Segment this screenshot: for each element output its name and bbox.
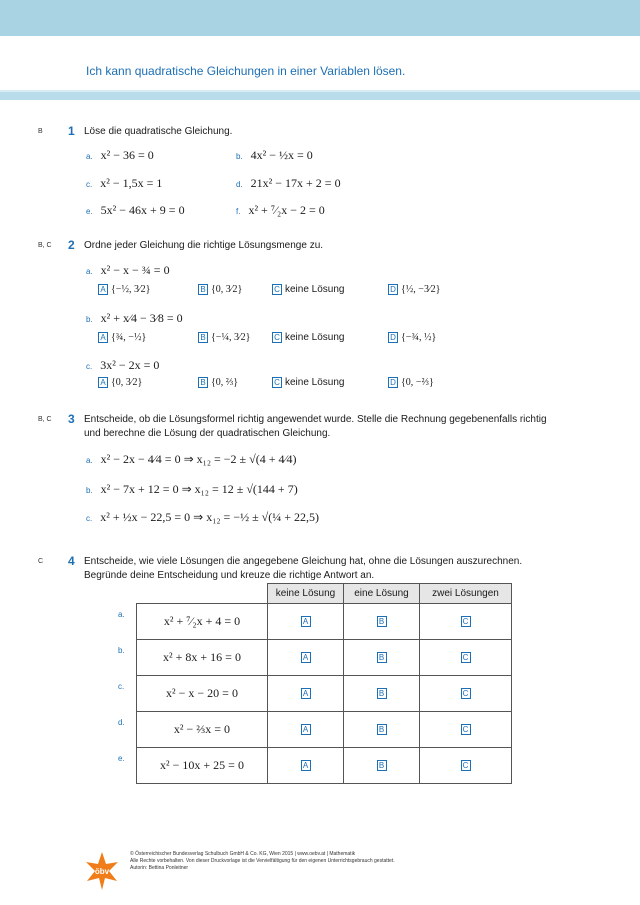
option-box: D [388,377,398,388]
task3-item-b [86,482,298,497]
task4-number: 4 [68,554,75,568]
option-value: {−¾, ½} [401,332,437,343]
checkbox-a[interactable]: A [301,616,311,627]
option-box: A [98,332,108,343]
table-row [137,748,512,784]
option-value: {0, ⅔} [211,377,239,388]
task1-instruction: Löse die quadratische Gleichung. [84,126,233,137]
option-box: D [388,332,398,343]
checkbox-c[interactable]: C [461,760,471,771]
task1-tag: B [38,128,43,135]
task3-item-c [86,510,319,525]
option-value: {0, −⅔} [401,377,434,388]
row-label-b: b. [118,646,125,655]
row-label-e: e. [118,754,125,763]
col-header-one: eine Lösung [344,584,420,604]
item-label: c. [86,179,93,189]
equation: x² − x − ¾ = 0 [100,263,170,277]
item-label: e. [86,206,93,216]
task2b-option-d[interactable] [388,332,436,343]
svg-text:öbv: öbv [94,867,110,876]
task2a-option-a[interactable] [98,284,150,295]
item-label: c. [86,513,93,523]
item-label: a. [86,455,93,465]
task2b-option-c[interactable] [272,332,345,343]
equation: 5x² − 46x + 9 = 0 [100,203,185,217]
option-value: {¾, −½} [111,332,147,343]
option-box: C [272,332,282,343]
item-label: b. [236,151,243,161]
equation: 3x² − 2x = 0 [100,358,160,372]
task4-instruction-1: Entscheide, wie viele Lösungen die angegebene Gleichung hat, ohne die Lösungen auszurechnen. [84,556,523,567]
task2-number: 2 [68,238,75,252]
row-label-a: a. [118,610,125,619]
row-equation: x² − 10x + 25 = 0 [137,748,268,784]
equation: x² − 36 = 0 [100,148,154,162]
option-box: A [98,284,108,295]
task2-item-c [86,358,159,373]
row-equation: x² − ⅔x = 0 [137,712,268,748]
task2c-option-d[interactable] [388,377,434,388]
item-label: a. [86,151,93,161]
task1-item-b [236,148,313,163]
task2c-option-a[interactable] [98,377,142,388]
option-value: keine Lösung [285,332,345,343]
task3-instruction-2: und berechne die Lösung der quadratischen Gleichung. [84,428,331,439]
checkbox-b[interactable]: B [377,760,387,771]
checkbox-c[interactable]: C [461,688,471,699]
row-equation: x² − x − 20 = 0 [137,676,268,712]
equation: 4x² − ½x = 0 [250,148,313,162]
checkbox-b[interactable]: B [377,724,387,735]
task3-item-a [86,452,296,467]
header-strip [0,92,640,100]
option-box: B [198,377,208,388]
empty-header-cell [137,584,268,604]
footer-text [130,851,395,872]
task1-item-e [86,203,185,218]
equation: x² + x⁄4 − 3⁄8 = 0 [100,311,183,325]
option-box: D [388,284,398,295]
item-label: b. [86,314,93,324]
table-row [137,640,512,676]
page-title: Ich kann quadratische Gleichungen in einer Variablen lösen. [86,64,406,78]
option-value: {−¼, 3⁄2} [211,332,251,343]
checkbox-c[interactable]: C [461,616,471,627]
task2-item-a [86,263,170,278]
task2-instruction: Ordne jeder Gleichung die richtige Lösungsmenge zu. [84,240,324,251]
task2a-option-c[interactable] [272,284,345,295]
answer-table [136,583,512,784]
equation: x² + ⁷⁄₂x − 2 = 0 [248,203,325,217]
equation: x² + ½x − 22,5 = 0 ⇒ x₁₂ = −½ ± √(¼ + 22,5) [100,510,320,524]
checkbox-c[interactable]: C [461,652,471,663]
checkbox-b[interactable]: B [377,652,387,663]
footer-rights: Alle Rechte vorbehalten. Von dieser Druckvorlage ist die Vervielfältigung für den eigenen Unterrichtsgebrauch gestattet. [130,858,395,864]
item-label: d. [236,179,243,189]
top-band [0,0,640,36]
row-equation: x² + 8x + 16 = 0 [137,640,268,676]
checkbox-a[interactable]: A [301,760,311,771]
option-value: {0, 3⁄2} [111,377,143,388]
task3-instruction-1: Entscheide, ob die Lösungsformel richtig angewendet wurde. Stelle die Rechnung gegebenenfalls richtig [84,414,547,425]
option-box: A [98,377,108,388]
option-box: B [198,332,208,343]
item-label: f. [236,206,241,216]
equation: x² − 1,5x = 1 [100,176,163,190]
checkbox-a[interactable]: A [301,652,311,663]
task1-item-f [236,203,325,218]
table-row [137,712,512,748]
option-value: {0, 3⁄2} [211,284,243,295]
task4-tag: C [38,558,44,565]
task2c-option-c[interactable] [272,377,345,388]
task1-number: 1 [68,124,75,138]
task3-tag: B, C [38,416,52,423]
equation: x² − 2x − 4⁄4 = 0 ⇒ x₁₂ = −2 ± √(4 + 4⁄4) [100,452,297,466]
item-label: b. [86,485,93,495]
option-value: keine Lösung [285,284,345,295]
equation: 21x² − 17x + 2 = 0 [250,176,341,190]
task1-item-c [86,176,162,191]
checkbox-b[interactable]: B [377,688,387,699]
item-label: c. [86,361,93,371]
footer-author: Autorin: Bettina Ponleitner [130,865,189,871]
option-value: {½, −3⁄2} [401,284,441,295]
equation: x² − 7x + 12 = 0 ⇒ x₁₂ = 12 ± √(144 + 7) [100,482,298,496]
col-header-none: keine Lösung [268,584,344,604]
task4-instruction-2: Begründe deine Entscheidung und kreuze die richtige Antwort an. [84,570,375,581]
table-header-row [137,584,512,604]
option-value: {−½, 3⁄2} [111,284,151,295]
option-box: B [198,284,208,295]
option-box: C [272,284,282,295]
task2b-option-a[interactable] [98,332,146,343]
table-row [137,604,512,640]
item-label: a. [86,266,93,276]
option-box: C [272,377,282,388]
table-row [137,676,512,712]
checkbox-a[interactable]: A [301,724,311,735]
task2c-option-b[interactable] [198,377,238,388]
task2a-option-b[interactable] [198,284,242,295]
publisher-logo [84,850,120,895]
task2-tag: B, C [38,242,52,249]
row-equation: x² + ⁷⁄₂x + 4 = 0 [137,604,268,640]
option-value: keine Lösung [285,377,345,388]
checkbox-a[interactable]: A [301,688,311,699]
checkbox-b[interactable]: B [377,616,387,627]
row-label-c: c. [118,682,125,691]
task2-item-b [86,311,183,326]
task2a-option-d[interactable] [388,284,440,295]
task3-number: 3 [68,412,75,426]
row-label-d: d. [118,718,125,727]
task1-item-a [86,148,154,163]
task2b-option-b[interactable] [198,332,250,343]
checkbox-c[interactable]: C [461,724,471,735]
col-header-two: zwei Lösungen [420,584,512,604]
footer-copyright: © Österreichischer Bundesverlag Schulbuch GmbH & Co. KG, Wien 2015 | www.oebv.at | Mathematik [130,851,356,857]
task1-item-d [236,176,341,191]
